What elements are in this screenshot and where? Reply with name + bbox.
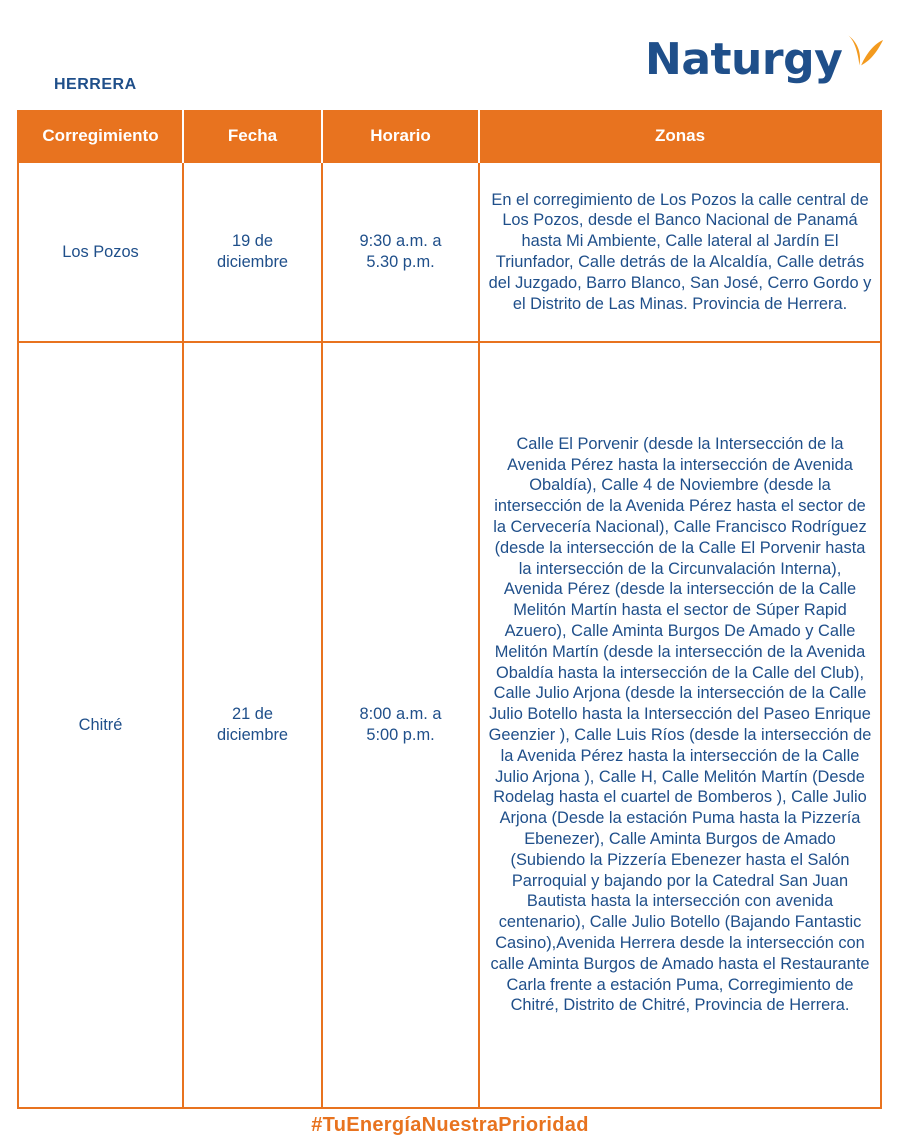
column-header-fecha: Fecha (183, 110, 322, 162)
table-row (18, 162, 881, 342)
logo-wordmark: Naturgy (645, 34, 843, 85)
fecha-cell: 21 de diciembre (183, 342, 322, 1108)
corregimiento-cell: Chitré (18, 342, 183, 1108)
column-header-zonas: Zonas (479, 110, 881, 162)
fecha-cell: 19 de diciembre (183, 162, 322, 342)
horario-cell: 9:30 a.m. a 5.30 p.m. (322, 162, 479, 342)
column-header-corregimiento: Corregimiento (18, 110, 183, 162)
outage-schedule-table (17, 110, 882, 1109)
table-header-row (18, 110, 881, 162)
zonas-cell: Calle El Porvenir (desde la Intersección de la Avenida Pérez hasta la intersección de Avenida Obaldía), Calle 4 de Noviembre (desde la intersección de la Avenida Pérez hasta el sector de la Cervecería Nacional), Calle Francisco Rodríguez (desde la intersección de la Calle El Porvenir hasta la intersección de la Circunvalación Interna), Avenida Pérez (desde la intersección de la Calle Melitón Martín hasta el sector de Súper Rapid Azuero), Calle Aminta Burgos De Amado y Calle Melitón Martín (desde la intersección de la Avenida Obaldía hasta la intersección de la Calle del Club), Calle Julio Arjona (desde la intersección de la Calle Julio Botello hasta la Intersección del Paseo Enrique Geenzier ), Calle Luis Ríos (desde la intersección de la Avenida Pérez hasta la intersección de la Calle Julio Arjona ), Calle H, Calle Melitón Martín (Desde Rodelag hasta el cuartel de Bomberos ), Calle Julio Arjona (Desde la estación Puma hasta la Pizzería Ebenezer), Calle Aminta Burgos de Amado (Subiendo la Pizzería Ebenezer hasta el Salón Parroquial y bajando por la Catedral San Juan Bautista hasta la intersección con avenida centenario), Calle Julio Botello (Bajando Fantastic Casino),Avenida Herrera desde la intersección con calle Aminta Burgos de Amado hasta el Restaurante Carla frente a estación Puma, Corregimiento de Chitré, Distrito de Chitré, Provincia de Herrera. (479, 342, 881, 1108)
region-title: HERRERA (54, 76, 137, 93)
footer-hashtag: #TuEnergíaNuestraPrioridad (311, 1114, 589, 1136)
corregimiento-cell: Los Pozos (18, 162, 183, 342)
column-header-horario: Horario (322, 110, 479, 162)
horario-cell: 8:00 a.m. a 5:00 p.m. (322, 342, 479, 1108)
butterfly-icon (846, 28, 885, 74)
table-row (18, 342, 881, 1108)
zonas-cell: En el corregimiento de Los Pozos la calle central de Los Pozos, desde el Banco Nacional de Panamá hasta Mi Ambiente, Calle lateral al Jardín El Triunfador, Calle detrás de la Alcaldía, Calle detrás del Juzgado, Barro Blanco, San José, Cerro Gordo y el Distrito de Las Minas. Provincia de Herrera. (479, 162, 881, 342)
naturgy-logo (645, 28, 885, 98)
